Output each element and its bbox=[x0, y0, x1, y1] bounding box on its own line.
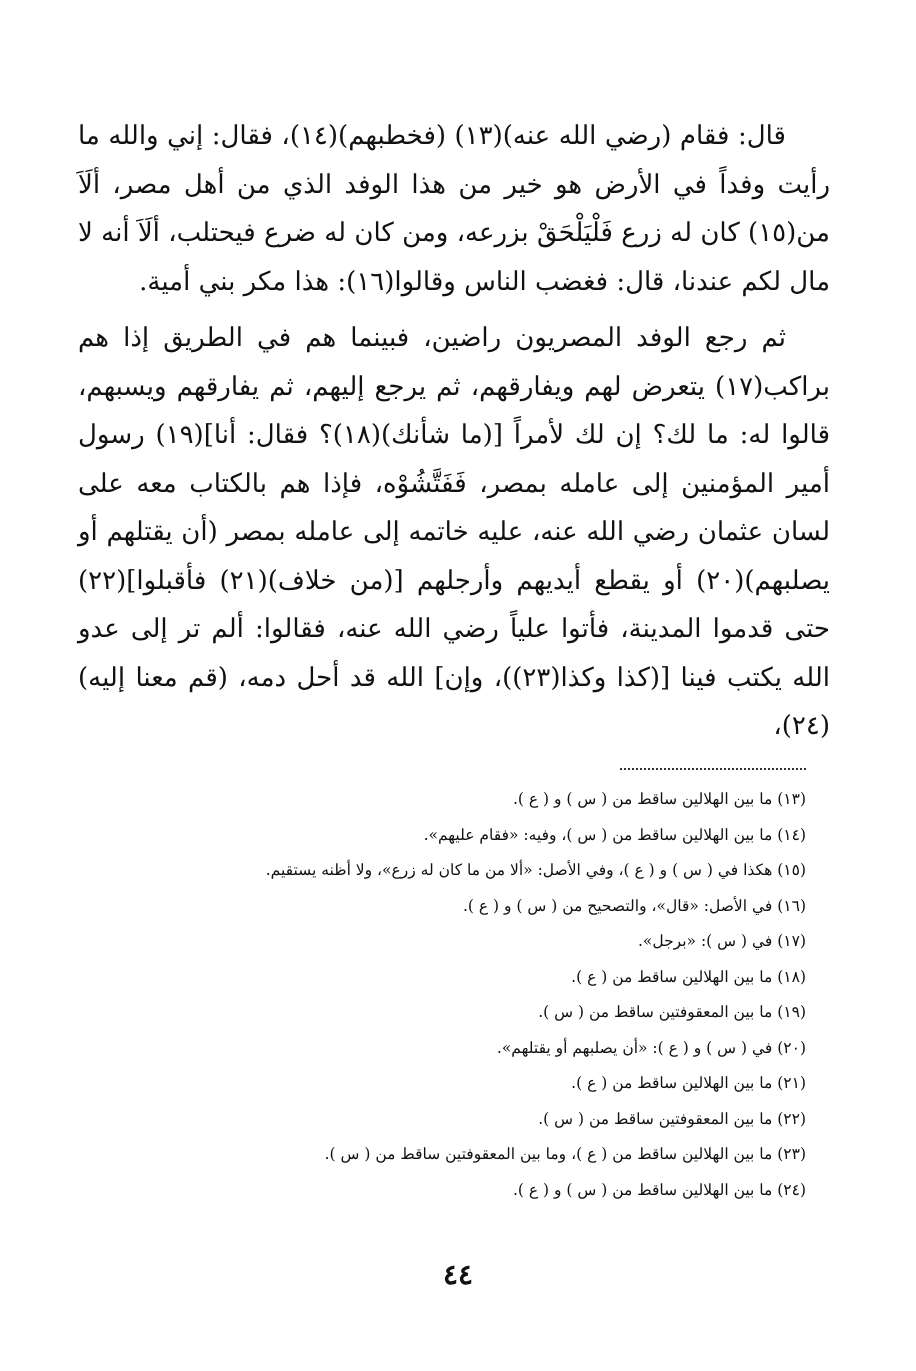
main-text bbox=[78, 112, 830, 751]
footnote-20: (٢٠) في ( س ) و ( ع ): «أن يصلبهم أو يقتلهم». bbox=[496, 1038, 806, 1057]
footnote-24: (٢٤) ما بين الهلالين ساقط من ( س ) و ( ع ). bbox=[512, 1180, 806, 1199]
footnote-15: (١٥) هكذا في ( س ) و ( ع )، وفي الأصل: «ألا من ما كان له زرع»، ولا أظنه يستقيم. bbox=[265, 861, 806, 879]
paragraph-1: قال: فقام (رضي الله عنه)(١٣) (فخطبهم)(١٤)، فقال: إني والله ما رأيت وفداً في الأرض هو خير من هذا الوفد الذي من أهل مصر، ألَاَ من(١٥) كان له زرع فَلْيَلْحَقْ بزرعه، ومن كان له ضرع فيحتلب، ألَاَ أنه لا مال لكم عندنا، قال: فغضب الناس وقالوا(١٦): هذا مكر بني أمية. bbox=[78, 121, 830, 297]
footnote-14: (١٤) ما بين الهلالين ساقط من ( س )، وفيه: «فقام عليهم». bbox=[423, 825, 806, 844]
footnote-17: (١٧) في ( س ): «برجل». bbox=[637, 932, 806, 950]
footnote-13: (١٣) ما بين الهلالين ساقط من ( س ) و ( ع ). bbox=[512, 790, 806, 808]
footnote-separator bbox=[620, 768, 806, 770]
paragraph-2: ثم رجع الوفد المصريون راضين، فبينما هم في الطريق إذا هم براكب(١٧) يتعرض لهم ويفارقهم، ثم يرجع إليهم، ثم يفارقهم ويسبهم، قالوا له: ما لك؟ إن لك لأمراً [(ما شأنك)(١٨)؟ فقال: أنا](١٩) رسول أمير المؤمنين إلى عامله بمصر، فَفَتَّشُوْه، فإذا هم بالكتاب معه على لسان عثمان رضي الله عنه، عليه خاتمه إلى عامله بمصر (أن يقتلهم أو يصلبهم)(٢٠) أو يقطع أيديهم وأرجلهم [(من خلاف)(٢١) فأقبلوا](٢٢) حتى قدموا المدينة، فأتوا علياً رضي الله عنه، فقالوا: ألم تر إلى عدو الله يكتب فينا [(كذا وكذا(٢٣))، وإن] الله قد أحل دمه، (قم معنا إليه)(٢٤)، bbox=[78, 323, 830, 741]
footnote-19: (١٩) ما بين المعقوفتين ساقط من ( س ). bbox=[538, 1003, 806, 1021]
footnotes bbox=[90, 782, 806, 1208]
page-number: ٤٤ bbox=[442, 1258, 474, 1291]
footnote-21: (٢١) ما بين الهلالين ساقط من ( ع ). bbox=[571, 1074, 806, 1092]
footnote-16: (١٦) في الأصل: «قال»، والتصحيح من ( س ) و ( ع ). bbox=[462, 896, 806, 915]
footnote-23: (٢٣) ما بين الهلالين ساقط من ( ع )، وما بين المعقوفتين ساقط من ( س ). bbox=[324, 1145, 806, 1163]
footnote-18: (١٨) ما بين الهلالين ساقط من ( ع ). bbox=[571, 967, 806, 986]
footnote-22: (٢٢) ما بين المعقوفتين ساقط من ( س ). bbox=[538, 1109, 806, 1128]
